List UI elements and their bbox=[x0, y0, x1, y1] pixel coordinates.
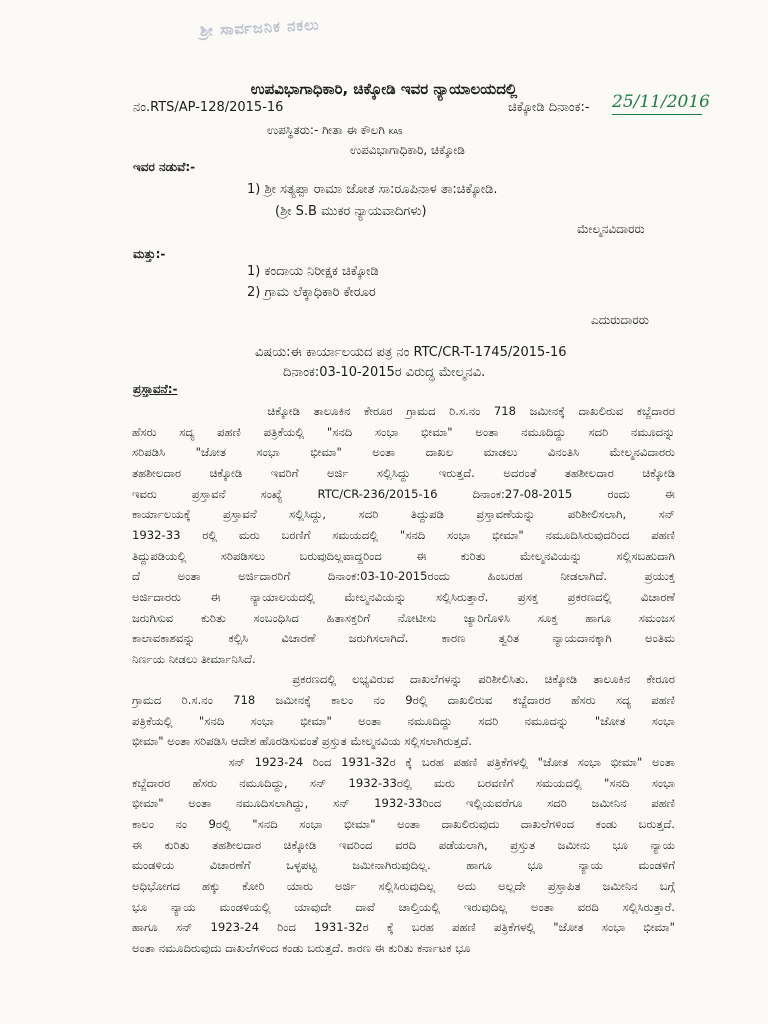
place-date-label: ಚಿಕ್ಕೋಡಿ ದಿನಾಂಕ:- bbox=[508, 100, 590, 115]
presiding-designation: ಉಪವಿಭಾಗಾಧಿಕಾರಿ, ಚಿಕ್ಕೋಡಿ bbox=[350, 143, 465, 157]
body-line: ಗ್ರಾಮದ ರಿ.ಸ.ನಂ 718 ಜಮೀನಕ್ಕೆ ಕಾಲಂ ನಂ 9ರಲ್ಲಿ ದಾಖಲಿರುವ ಕಬ್ಜೆದಾರರ ಹೆಸರು ಸದ್ಯ ಪಹಣಿ bbox=[132, 693, 675, 708]
appellant-advocate: (ಶ್ರೀ S.B ಮುಕರ ನ್ಯಾಯವಾದಿಗಳು) bbox=[275, 204, 427, 219]
respondent-2: 2) ಗ್ರಾಮ ಲೆಕ್ಕಾಧಿಕಾರಿ ಕೇರೂರ bbox=[247, 285, 376, 300]
body-line: ಹೆಸರು ಸದ್ಯ ಪಹಣಿ ಪತ್ರಿಕೆಯಲ್ಲಿ "ಸನದಿ ಸಂಭಾ ಭೀಮಾ" ಅಂತಾ ನಮೂದಿದ್ದು ಸದರಿ ನಮೂದನ್ನು bbox=[132, 424, 675, 439]
body-line: ಕಾರ್ಯಾಲಯಕ್ಕೆ ಪ್ರಸ್ತಾವನೆ ಸಲ್ಲಿಸಿದ್ದು, ಸದರಿ ತಿದ್ದುಪಡಿ ಪ್ರಸ್ತಾವಣೆಯನ್ನು ಪರಿಶೀಲಿಸಲಾಗಿ, ಸನ್ bbox=[132, 507, 675, 522]
case-number: ನಂ.RTS/AP-128/2015-16 bbox=[133, 100, 284, 115]
body-line: ಈ ಕುರಿತು ತಹಶೀಲದಾರ ಚಿಕ್ಕೋಡಿ ಇವರಿಂದ ವರದಿ ಪಡೆಯಲಾಗಿ, ಪ್ರಸ್ತುತ ಜಮೀನು ಭೂ ನ್ಯಾಯ bbox=[132, 837, 675, 852]
respondent-1: 1) ಕಂದಾಯ ನಿರೀಕ್ಷಕ ಚಿಕ್ಕೋಡಿ bbox=[247, 264, 379, 279]
body-line: ಕಾಲಾವಕಾಶವನ್ನು ಕಲ್ಪಿಸಿ ವಿಚಾರಣೆ ಜರುಗಿಸಲಾಗಿದೆ. ಕಾರಣ ತ್ವರಿತ ನ್ಯಾಯದಾನಕ್ಕಾಗಿ ಅಂತಿಮ bbox=[132, 631, 675, 646]
respondent-role: ಎದುರುದಾರರು bbox=[591, 313, 649, 327]
body-line: ತಿದ್ದುಪಡಿಯಲ್ಲಿ ಸರಿಪಡಿಸಲು ಬರುವುದಿಲ್ಲವಾದ್ದರಿಂದ ಈ ಕುರಿತು ಮೇಲ್ಮನವಿಯನ್ನು ಸಲ್ಲಿಸಬಹುದಾಗಿ bbox=[132, 548, 675, 563]
presiding-officer bbox=[267, 123, 403, 138]
body-line: ಸನ್ 1923-24 ರಿಂದ 1931-32ರ ಕ್ಕೆ ಬರಹ ಪಹಣಿ ಪತ್ರಿಕೆಗಳಲ್ಲಿ "ಜೋತ ಸಂಭಾ ಭೀಮಾ" ಅಂತಾ bbox=[132, 755, 675, 770]
appellant-line: 1) ಶ್ರೀ ಸತ್ಯಪ್ಪಾ ರಾಮಾ ಜೋತ ಸಾ:ರೂಪಿನಾಳ ತಾ:ಚಿಕ್ಕೋಡಿ. bbox=[247, 182, 498, 197]
certified-copy-stamp: ಶ್ರೀ ಸಾರ್ವಜನಿಕ ನಕಲು bbox=[199, 15, 321, 40]
body-line: ಭೀಮಾ" ಅಂತಾ ಸರಿಪಡಿಸಿ ಆದೇಶ ಹೊರಡಿಸುವಂತೆ ಪ್ರಸ್ತುತ ಮೇಲ್ಮನವಿಯ ಸಲ್ಲಿಸಲಾಗಿರುತ್ತದೆ. bbox=[132, 734, 473, 749]
subject-line-2: ದಿನಾಂಕ:03-10-2015ರ ವಿರುದ್ಧ ಮೇಲ್ಮನವಿ. bbox=[283, 365, 486, 380]
appellant-role: ಮೇಲ್ಮನವಿದಾರರು bbox=[577, 222, 645, 236]
date-underline bbox=[612, 114, 702, 115]
court-title: ಉಪವಿಭಾಗಾಧಿಕಾರಿ, ಚಿಕ್ಕೋಡಿ ಇವರ ನ್ಯಾಯಾಲಯದಲ್ಲಿ bbox=[250, 80, 518, 98]
handwritten-date: 25/11/2016 bbox=[612, 92, 710, 112]
body-line: ಪತ್ರಿಕೆಯಲ್ಲಿ "ಸನದಿ ಸಂಭಾ ಭೀಮಾ" ಅಂತಾ ನಮೂದಿದ್ದು ಸದರಿ ನಮೂದನ್ನು "ಜೋತ ಸಂಭಾ bbox=[132, 713, 675, 728]
body-line: ಸರಿಪಡಿಸಿ "ಜೋತ ಸಂಭಾ ಭೀಮಾ" ಅಂತಾ ದಾಖಲ ಮಾಡಲು ವಿನಂತಿಸಿ ಮೇಲ್ಮನವಿದಾರರು bbox=[132, 445, 675, 460]
body-line: ಚಿಕ್ಕೋಡಿ ತಾಲೂಕಿನ ಕೇರೂರ ಗ್ರಾಮದ ರಿ.ಸ.ನಂ 718 ಜಮೀನಕ್ಕೆ ದಾಖಲಿರುವ ಕಬ್ಜೆದಾರರ bbox=[132, 404, 675, 418]
body-line: ದೆ ಅಂತಾ ಅರ್ಜಿದಾರರಿಗೆ ದಿನಾಂಕ:03-10-2015ರಂದು ಹಿಂಬರಹ ನೀಡಲಾಗಿದೆ. ಪ್ರಯುಕ್ತ bbox=[132, 569, 675, 584]
body-line: ಅಂತಾ ನಮೂದಿರುವುದು ದಾಖಲೆಗಳಿಂದ ಕಂಡು ಬರುತ್ತದೆ. ಕಾರಣ ಈ ಕುರಿತು ಕರ್ನಾಟಕ ಭೂ bbox=[132, 940, 471, 955]
presiding-label: ಉಪಸ್ಥಿತರು:- ಗೀತಾ ಈ ಕೌಲಗಿ bbox=[267, 123, 385, 137]
subject-line-1: ವಿಷಯ:ಈ ಕಾರ್ಯಾಲಯದ ಪತ್ರ ನಂ RTC/CR-T-1745/2015-16 bbox=[255, 345, 567, 360]
between-label: ಇವರ ನಡುವೆ:- bbox=[133, 160, 196, 174]
body-line: ಹಾಗೂ ಸನ್ 1923-24 ರಿಂದ 1931-32ರ ಕ್ಕೆ ಬರಹ ಪಹಣಿ ಪತ್ರಿಕೆಗಳಲ್ಲಿ "ಜೋತ ಸಂಭಾ ಭೀಮಾ" bbox=[132, 920, 675, 935]
body-line: ಭೂ ನ್ಯಾಯ ಮಂಡಳಿಯಲ್ಲಿ ಯಾವುದೇ ದಾವೆ ಚಾಲ್ತಿಯಲ್ಲಿ ಇರುವುದಿಲ್ಲ ಅಂತಾ ವರದಿ ಸಲ್ಲಿಸಿರುತ್ತಾರೆ. bbox=[132, 899, 675, 914]
body-line: ಪ್ರಕರಣದಲ್ಲಿ ಲಭ್ಯವಿರುವ ದಾಖಲೆಗಳನ್ನು ಪರಿಶೀಲಿಸಿತು. ಚಿಕ್ಕೋಡಿ ತಾಲೂಕಿನ ಕೇರೂರ bbox=[132, 672, 675, 687]
body-line: ಕಾಲಂ ನಂ 9ರಲ್ಲಿ "ಸನದಿ ಸಂಭಾ ಭೀಮಾ" ಅಂತಾ ದಾಖಲಿರುವುದು ದಾಖಲೆಗಳಿಂದ ಕಂಡು ಬರುತ್ತದೆ. bbox=[132, 817, 675, 831]
body-line: ಇವರು ಪ್ರಸ್ತಾವನೆ ಸಂಖ್ಯೆ RTC/CR-236/2015-16 ದಿನಾಂಕ:27-08-2015 ರಂದು ಈ bbox=[132, 486, 675, 501]
body-line: 1932-33 ರಲ್ಲಿ ಮರು ಬರಣಿಗೆ ಸಮಯದಲ್ಲಿ "ಸನದಿ ಸಂಭಾ ಭೀಮಾ" ನಮೂದಿಸಿರುವುದರಿಂದ ಪಹಣಿ bbox=[132, 527, 675, 542]
and-label: ಮತ್ತು:- bbox=[133, 247, 166, 261]
body-line: ತಹಶೀಲದಾರ ಚಿಕ್ಕೋಡಿ ಇವರಿಗೆ ಅರ್ಜಿ ಸಲ್ಲಿಸಿದ್ದು ಇರುತ್ತದೆ. ಅದರಂತೆ ತಹಶೀಲದಾರ ಚಿಕ್ಕೋಡಿ bbox=[132, 465, 675, 480]
body-line: ನಿರ್ಣಯ ನೀಡಲು ತೀರ್ಮಾನಿಸಿದೆ. bbox=[132, 651, 256, 666]
body-line: ಭೀಮಾ" ಅಂತಾ ನಮೂದಿಸಲಾಗಿದ್ದು, ಸನ್ 1932-33ರಿಂದ ಇಲ್ಲಿಯವರೆಗೂ ಸದರಿ ಜಮೀನಿನ ಪಹಣಿ bbox=[132, 796, 675, 811]
preface-label: ಪ್ರಸ್ತಾವನೆ:- bbox=[133, 382, 178, 396]
body-line: ಅಧಿಭೋಗದ ಹಕ್ಕು ಕೋರಿ ಯಾರು ಅರ್ಜಿ ಸಲ್ಲಿಸಿರುವುದಿಲ್ಲ ಅದು ಅಲ್ಲದೇ ಪ್ರಸ್ತಾಪಿತ ಜಮೀನಿನ ಬಗ್ಗೆ bbox=[132, 878, 675, 893]
body-line: ಅರ್ಜಿದಾರರು ಈ ನ್ಯಾಯಾಲಯದಲ್ಲಿ ಮೇಲ್ಮನವಿಯನ್ನು ಸಲ್ಲಿಸಿರುತ್ತಾರೆ. ಪ್ರಸಕ್ತ ಪ್ರಕರಣದಲ್ಲಿ ವಿಚಾರಣೆ bbox=[132, 589, 675, 604]
body-line: ಕಬ್ಜೆದಾರರ ಹೆಸರು ನಮೂದಿದ್ದು, ಸನ್ 1932-33ರಲ್ಲಿ ಮರು ಬರವಣಿಗೆ ಸಮಯದಲ್ಲಿ "ಸನದಿ ಸಂಭಾ bbox=[132, 775, 675, 790]
presiding-suffix: KAS bbox=[388, 128, 403, 136]
body-line: ಮಂಡಳಿಯ ವಿಚಾರಣೆಗೆ ಒಳ್ಳಪಟ್ಟ ಜಮೀನಾಗಿರುವುದಿಲ್ಲ. ಹಾಗೂ ಭೂ ನ್ಯಾಯ ಮಂಡಳಿಗೆ bbox=[132, 858, 675, 873]
body-line: ಜರುಗಿಸುವ ಕುರಿತು ಸಂಬಂಧಿಸಿದ ಹಿತಾಸಕ್ತರಿಗೆ ನೋಟೀಸು ಜ್ಯಾರಿಗೊಳಿಸಿ ಸೂಕ್ತ ಹಾಗೂ ಸಮಂಜಸ bbox=[132, 610, 675, 625]
